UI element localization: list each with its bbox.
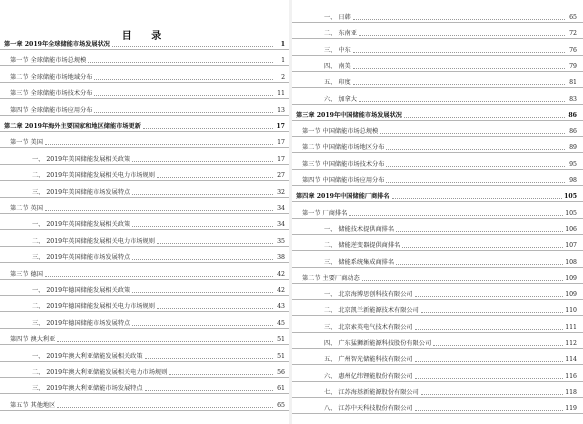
toc-dot-leader <box>132 225 273 227</box>
toc-subsection-entry[interactable] <box>292 321 583 333</box>
toc-page-number: 98 <box>569 177 577 184</box>
toc-section-entry[interactable] <box>0 54 291 66</box>
toc-dot-leader <box>421 393 563 395</box>
toc-entry-title: 二、 2019年英国储能发展相关电力市场规则 <box>32 237 155 245</box>
toc-dot-leader <box>45 275 273 277</box>
toc-section-entry[interactable] <box>292 207 583 219</box>
toc-dot-leader <box>433 344 563 346</box>
toc-page-number: 13 <box>277 106 285 114</box>
toc-dot-leader <box>57 340 273 342</box>
toc-entry-title: 第二节 全球储能市场地域分布 <box>10 73 93 81</box>
toc-subsection-entry[interactable] <box>292 93 583 105</box>
toc-page-number: 110 <box>565 307 577 315</box>
toc-entry-title: 第三节 中国储能市场技术分布 <box>302 160 385 168</box>
toc-dot-leader <box>88 61 273 63</box>
toc-entry-title: 第一节 厂商排名 <box>302 209 348 217</box>
toc-dot-leader <box>157 176 273 178</box>
toc-entry-title: 二、 储能逆变器提供商排名 <box>324 242 401 250</box>
toc-subsection-entry[interactable] <box>0 153 291 165</box>
toc-section-entry[interactable] <box>0 71 291 83</box>
toc-subsection-entry[interactable] <box>292 60 583 72</box>
toc-dot-leader <box>157 307 273 309</box>
toc-dot-leader <box>386 148 565 150</box>
toc-page-number: 111 <box>565 323 577 331</box>
toc-entry-title: 一、 储能技术提供商排名 <box>324 225 395 233</box>
toc-page-number: 56 <box>277 369 285 376</box>
toc-dot-leader <box>45 209 273 211</box>
toc-entry-title: 第四节 中国储能市场应用分布 <box>302 177 385 184</box>
toc-dot-leader <box>94 111 273 113</box>
toc-entry-title: 二、 东南亚 <box>324 30 357 38</box>
toc-entry-title: 四、 广东猛狮新能源科技股份有限公司 <box>324 340 432 347</box>
toc-left-page <box>0 0 291 424</box>
toc-entry-title: 五、 广州智光储能科技有限公司 <box>324 356 413 364</box>
toc-section-entry[interactable] <box>292 125 583 137</box>
toc-entry-title: 二、 2019年美国储能发展相关电力市场规则 <box>32 172 155 180</box>
toc-entry-title: 二、 北京凯兰新能源技术有限公司 <box>324 307 419 315</box>
toc-entry-title: 一、 2019年英国储能发展相关政策 <box>32 221 131 229</box>
toc-subsection-entry[interactable] <box>292 337 583 349</box>
toc-entry-title: 一、 2019年德国储能发展相关政策 <box>32 287 131 294</box>
toc-dot-leader <box>145 389 273 391</box>
toc-page-number: 42 <box>277 287 285 294</box>
toc-page-number: 27 <box>277 172 285 180</box>
toc-subsection-entry[interactable] <box>292 288 583 300</box>
toc-dot-leader <box>94 94 273 96</box>
toc-page-number: 2 <box>281 73 285 81</box>
toc-section-entry[interactable] <box>292 174 583 186</box>
toc-dot-leader <box>396 230 563 232</box>
toc-dot-leader <box>94 78 273 80</box>
toc-entry-title: 一、 2019年澳大利亚储能发展相关政策 <box>32 352 143 360</box>
toc-entry-title: 一、 日韩 <box>324 14 351 21</box>
toc-dot-leader <box>132 291 273 293</box>
toc-page-number: 83 <box>569 95 577 103</box>
toc-dot-leader <box>415 360 564 362</box>
toc-entry-title: 六、 惠州亿纬锂能股份有限公司 <box>324 372 413 380</box>
toc-chapter-entry[interactable] <box>0 38 291 50</box>
toc-entry-title: 第二节 英国 <box>10 205 43 212</box>
toc-title: 目 录 <box>121 31 170 42</box>
toc-page-number: 38 <box>277 254 285 262</box>
toc-dot-leader <box>143 127 273 129</box>
toc-dot-leader <box>57 406 273 408</box>
toc-page-number: 109 <box>565 274 577 282</box>
toc-section-entry[interactable] <box>0 399 291 411</box>
toc-subsection-entry[interactable] <box>292 256 583 268</box>
toc-subsection-entry[interactable] <box>292 27 583 39</box>
toc-section-entry[interactable] <box>0 104 291 116</box>
toc-page-number: 81 <box>569 79 577 87</box>
toc-entry-title: 一、 2019年美国储能发展相关政策 <box>32 155 131 163</box>
toc-page-number: 86 <box>569 128 577 136</box>
toc-page-number: 34 <box>277 205 285 212</box>
toc-entry-title: 二、 2019年德国储能发展相关电力市场规则 <box>32 303 155 311</box>
toc-page-number: 112 <box>565 340 577 347</box>
toc-dot-leader <box>396 263 563 265</box>
toc-dot-leader <box>112 45 273 47</box>
toc-dot-leader <box>415 409 564 411</box>
toc-dot-leader <box>359 100 565 102</box>
toc-page-number: 43 <box>277 303 285 311</box>
toc-page-number: 61 <box>277 385 285 393</box>
toc-subsection-entry[interactable] <box>0 218 291 230</box>
toc-page-number: 17 <box>277 139 285 147</box>
toc-page-number: 89 <box>569 144 577 152</box>
toc-subsection-entry[interactable] <box>0 350 291 362</box>
toc-page-number: 17 <box>277 155 285 163</box>
toc-page-number: 32 <box>277 188 285 196</box>
toc-chapter-entry[interactable] <box>292 109 583 121</box>
toc-dot-leader <box>402 246 563 248</box>
toc-subsection-entry[interactable] <box>0 235 291 247</box>
toc-subsection-entry[interactable] <box>0 317 291 329</box>
toc-chapter-entry[interactable] <box>292 190 583 202</box>
toc-subsection-entry[interactable] <box>0 382 291 394</box>
toc-entry-title: 三、 中东 <box>324 46 351 54</box>
toc-dot-leader <box>45 143 273 145</box>
toc-dot-leader <box>392 197 562 199</box>
toc-page-number: 51 <box>277 352 285 360</box>
toc-entry-title: 六、 加拿大 <box>324 95 357 103</box>
toc-dot-leader <box>380 132 565 134</box>
toc-section-entry[interactable] <box>292 158 583 170</box>
toc-subsection-entry[interactable] <box>292 44 583 56</box>
toc-entry-title: 第四节 澳大利亚 <box>10 336 56 344</box>
toc-entry-title: 第一章 2019年全球储能市场发展状况 <box>4 41 110 48</box>
toc-entry-title: 三、 2019年美国储能市场发展特点 <box>32 188 131 196</box>
toc-subsection-entry[interactable] <box>0 169 291 181</box>
toc-page-number: 79 <box>569 62 577 70</box>
toc-dot-leader <box>404 116 565 118</box>
toc-page-number: 86 <box>568 111 577 119</box>
toc-section-entry[interactable] <box>0 333 291 345</box>
toc-entry-title: 七、 江苏海基新能源股份有限公司 <box>324 388 419 396</box>
toc-subsection-entry[interactable] <box>0 366 291 378</box>
toc-page-number: 1 <box>280 41 285 48</box>
toc-page-number: 109 <box>565 291 577 299</box>
toc-page-number: 106 <box>565 225 577 233</box>
toc-subsection-entry[interactable] <box>292 370 583 382</box>
toc-entry-title: 三、 2019年德国储能市场发展特点 <box>32 319 131 327</box>
toc-dot-leader <box>386 165 565 167</box>
toc-entry-title: 第三章 2019年中国储能市场发展状况 <box>296 111 402 119</box>
toc-page-number: 17 <box>276 123 285 130</box>
toc-section-entry[interactable] <box>0 202 291 214</box>
toc-entry-title: 二、 2019年澳大利亚储能发展相关电力市场规则 <box>32 369 168 376</box>
toc-dot-leader <box>157 242 273 244</box>
toc-subsection-entry[interactable] <box>292 386 583 398</box>
toc-entry-title: 第二节 中国储能市场地区分布 <box>302 144 385 152</box>
toc-dot-leader <box>359 34 565 36</box>
toc-entry-title: 五、 印度 <box>324 79 351 87</box>
toc-subsection-entry[interactable] <box>292 353 583 365</box>
toc-dot-leader <box>132 324 273 326</box>
toc-subsection-entry[interactable] <box>0 186 291 198</box>
toc-page-number: 116 <box>565 372 577 380</box>
toc-entry-title: 第一节 美国 <box>10 139 43 147</box>
toc-entry-title: 第二节 主要厂商动态 <box>302 274 360 282</box>
toc-dot-leader <box>349 214 563 216</box>
toc-page-number: 42 <box>277 270 285 278</box>
toc-page-number: 108 <box>565 258 577 266</box>
toc-page-number: 35 <box>277 237 285 245</box>
toc-page-number: 76 <box>569 46 577 54</box>
toc-subsection-entry[interactable] <box>292 76 583 88</box>
toc-section-entry[interactable] <box>0 87 291 99</box>
toc-dot-leader <box>415 328 564 330</box>
toc-entry-title: 三、 储能系统集成商排名 <box>324 258 395 266</box>
toc-dot-leader <box>415 377 564 379</box>
toc-dot-leader <box>169 373 273 375</box>
toc-page-number: 105 <box>564 193 577 201</box>
toc-entry-title: 第一节 中国储能市场总规模 <box>302 128 379 136</box>
toc-entry-title: 四、 南美 <box>324 62 351 70</box>
toc-dot-leader <box>353 18 565 20</box>
toc-section-entry[interactable] <box>292 272 583 284</box>
toc-dot-leader <box>386 181 565 183</box>
toc-subsection-entry[interactable] <box>292 11 583 23</box>
toc-entry-title: 第四节 全球储能市场应用分布 <box>10 106 93 114</box>
toc-page-number: 107 <box>565 242 577 250</box>
toc-dot-leader <box>353 83 565 85</box>
toc-section-entry[interactable] <box>0 136 291 148</box>
toc-dot-leader <box>145 357 273 359</box>
toc-page-number: 105 <box>565 209 577 217</box>
toc-subsection-entry[interactable] <box>292 304 583 316</box>
toc-section-entry[interactable] <box>292 141 583 153</box>
toc-entry-title: 第三节 全球储能市场技术分布 <box>10 90 93 98</box>
toc-dot-leader <box>362 279 564 281</box>
toc-entry-title: 八、 江苏中天科技股份有限公司 <box>324 405 413 413</box>
toc-entry-title: 一、 北京海博思创科技有限公司 <box>324 291 413 299</box>
toc-entry-title: 第五节 其他地区 <box>10 401 56 409</box>
toc-section-entry[interactable] <box>0 268 291 280</box>
toc-entry-title: 三、 北京索英电气技术有限公司 <box>324 323 413 331</box>
toc-page-number: 65 <box>277 401 285 409</box>
toc-subsection-entry[interactable] <box>0 300 291 312</box>
toc-subsection-entry[interactable] <box>292 402 583 414</box>
toc-dot-leader <box>132 193 273 195</box>
toc-subsection-entry[interactable] <box>292 239 583 251</box>
toc-entry-title: 三、 2019年澳大利亚储能市场发展特点 <box>32 385 143 393</box>
toc-dot-leader <box>415 295 564 297</box>
toc-entry-title: 第二章 2019年海外主要国家和地区储能市场更新 <box>4 123 141 130</box>
toc-subsection-entry[interactable] <box>0 284 291 296</box>
toc-page-number: 114 <box>565 356 577 364</box>
toc-page-number: 51 <box>277 336 285 344</box>
toc-dot-leader <box>132 258 273 260</box>
toc-entry-title: 三、 2019年英国储能市场发展特点 <box>32 254 131 262</box>
toc-dot-leader <box>132 160 273 162</box>
toc-page-number: 34 <box>277 221 285 229</box>
toc-dot-leader <box>353 51 565 53</box>
toc-subsection-entry[interactable] <box>0 251 291 263</box>
toc-page-number: 65 <box>569 14 577 21</box>
toc-page-number: 119 <box>565 405 577 413</box>
toc-page-number: 118 <box>565 388 577 396</box>
toc-page-number: 1 <box>281 57 285 65</box>
toc-chapter-entry[interactable] <box>0 120 291 132</box>
toc-page-number: 72 <box>569 30 577 38</box>
toc-right-page <box>292 0 583 424</box>
toc-page-number: 45 <box>277 319 285 327</box>
toc-subsection-entry[interactable] <box>292 223 583 235</box>
toc-page-number: 11 <box>277 90 285 98</box>
toc-dot-leader <box>421 311 563 313</box>
toc-entry-title: 第四章 2019年中国储能厂商排名 <box>296 193 390 201</box>
toc-page-number: 95 <box>569 160 577 168</box>
toc-dot-leader <box>353 67 565 69</box>
toc-entry-title: 第一节 全球储能市场总规模 <box>10 57 87 65</box>
toc-entry-title: 第三节 德国 <box>10 270 43 278</box>
